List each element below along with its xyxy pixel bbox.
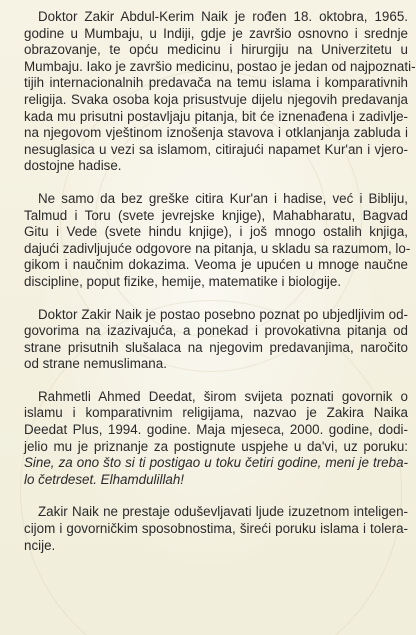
text-line: religija. Svaka osoba koja prisustvuje dijelu njegovih predavanja [24, 91, 408, 107]
text-line: dostojne hadise. [24, 158, 122, 174]
text-line: godine u Mumbaju, u Indiji, gdje je završio osnovno i srednje [24, 25, 408, 41]
text-line: ncije. [24, 537, 56, 553]
text-line: jelio mu je priznanje za postignute uspjehe u da'vi, uz poruku: [24, 438, 408, 454]
paragraph-knowledge [24, 190, 411, 291]
text-line: Doktor Zakir Abdul-Kerim Naik je rođen 18. oktobra, 1965. [38, 9, 408, 24]
text-line: Rahmetli Ahmed Deedat, širom svijeta poznati govornik o [38, 388, 408, 404]
quote-line: lo četrdeset. Elhamdulillah! [24, 471, 185, 487]
text-line: nesuglasica u vezi sa islamom, citirajući napamet Kur'an i vjero- [24, 141, 408, 157]
text-line: tijih internacionalnih predavača na temu islama i komparativnih [24, 75, 408, 91]
paragraph-deedat [24, 389, 408, 489]
paragraph-closing [24, 504, 408, 554]
text-line: govorima na izazivajuća, a ponekad i provokativna pitanja od [24, 323, 408, 339]
text-line: cijom i govorničkim sposobnostima, šireći poruku islama i tolera- [24, 521, 408, 537]
text-line: discipline, poput fizike, hemije, matematike i biologije. [24, 273, 342, 289]
text-line: strane prisutnih slušalaca na njegovim predavanjima, naročito [24, 339, 408, 355]
text-line: kada mu prisutni postavljaju pitanja, bit će iznenađena i zadivlje- [24, 108, 408, 124]
text-line: gikom i naučnim dokazima. Veoma je upućen u mnoge naučne [24, 257, 408, 273]
text-line: na njegovom vještinom iznošenja stavova i otklanjanja zabluda i [24, 125, 408, 141]
text-line: Zakir Naik ne prestaje oduševljavati ljude izuzetnom inteligen- [38, 504, 408, 520]
text-line: obrazovanje, te opću medicinu i hirurgiju na Univerzitetu u [24, 42, 408, 58]
paragraph-reputation [24, 307, 408, 373]
quote-line: Sine, za ono što si ti postigao u toku četiri godine, meni je treba- [24, 455, 408, 471]
text-line: Talmud i Toru (svete jevrejske knjige), Mahabharatu, Bagvad [24, 207, 408, 223]
text-line: islamu i komparativnim religijama, nazvao je Zakira Naika [24, 405, 408, 421]
text-line: Doktor Zakir Naik je postao posebno poznat po ubjedljivim od- [38, 306, 408, 322]
text-line: Gitu i Vede (svete hindu knjige), i još mnogo ostalih knjiga, [24, 224, 408, 240]
text-line: od strane nemuslimana. [24, 356, 167, 372]
text-line: Ne samo da bez greške citira Kur'an i hadise, već i Bibliju, [38, 190, 408, 206]
text-line: Deedat Plus, 1994. godine. Maja mjeseca, 2000. godine, dodi- [24, 422, 408, 438]
text-line: dajući zadivljujuće odgovore na pitanja, u skladu sa razumom, lo- [24, 240, 411, 256]
biography-text [24, 9, 416, 570]
text-line: Mumbaju. Iako je završio medicinu, postao je jedan od najpoznati- [24, 58, 416, 74]
paragraph-birth-education [24, 9, 416, 175]
